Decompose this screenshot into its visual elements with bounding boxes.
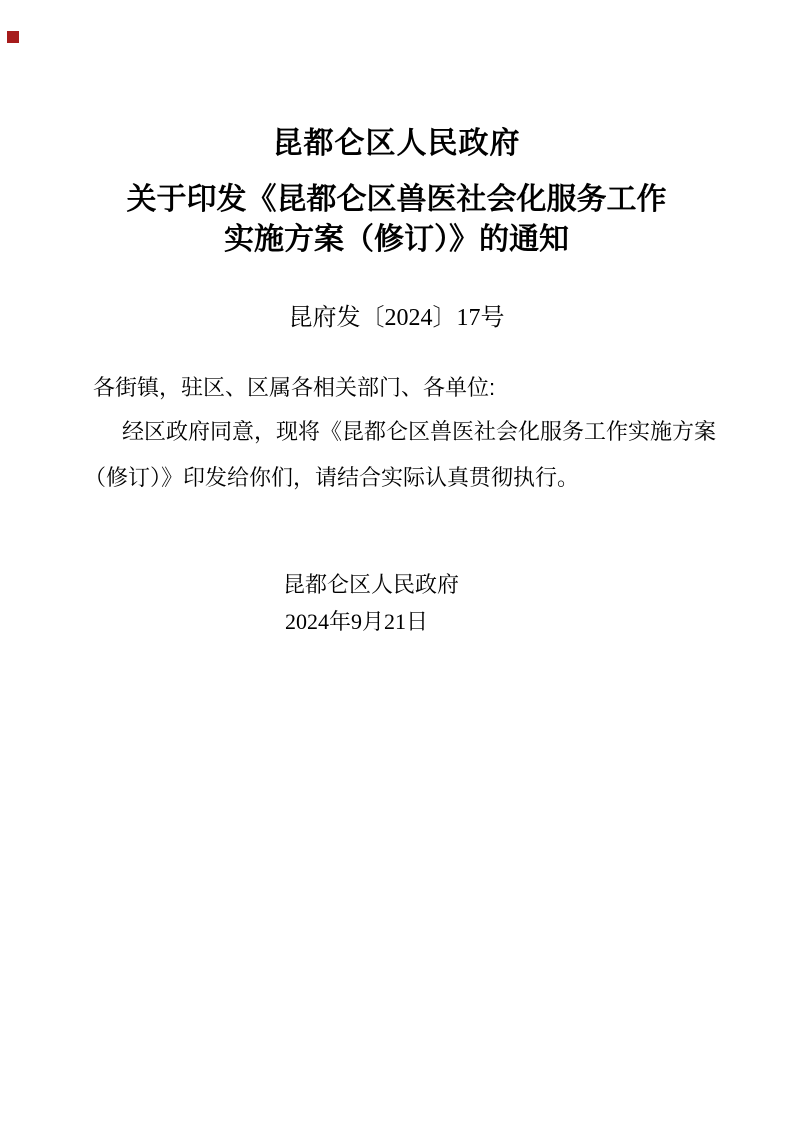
salutation-line: 各街镇，驻区、区属各相关部门、各单位: xyxy=(93,375,496,400)
document-number: 昆府发〔2024〕17号 xyxy=(288,305,505,331)
document-title-line-1: 关于印发《昆都仑区兽医社会化服务工作 xyxy=(126,183,667,216)
document-title-line-2: 实施方案（修订）》的通知 xyxy=(224,223,569,256)
body-paragraph-line-1: 经区政府同意，现将《昆都仑区兽医社会化服务工作实施方案 xyxy=(122,419,717,444)
signature-date: 2024年9月21日 xyxy=(285,609,429,634)
issuer-title: 昆都仑区人民政府 xyxy=(272,127,521,160)
red-marker xyxy=(7,31,19,43)
body-paragraph-line-2: （修订）》印发给你们，请结合实际认真贯彻执行。 xyxy=(84,465,580,490)
document-title xyxy=(0,180,793,260)
signature-issuer: 昆都仑区人民政府 xyxy=(283,572,460,597)
